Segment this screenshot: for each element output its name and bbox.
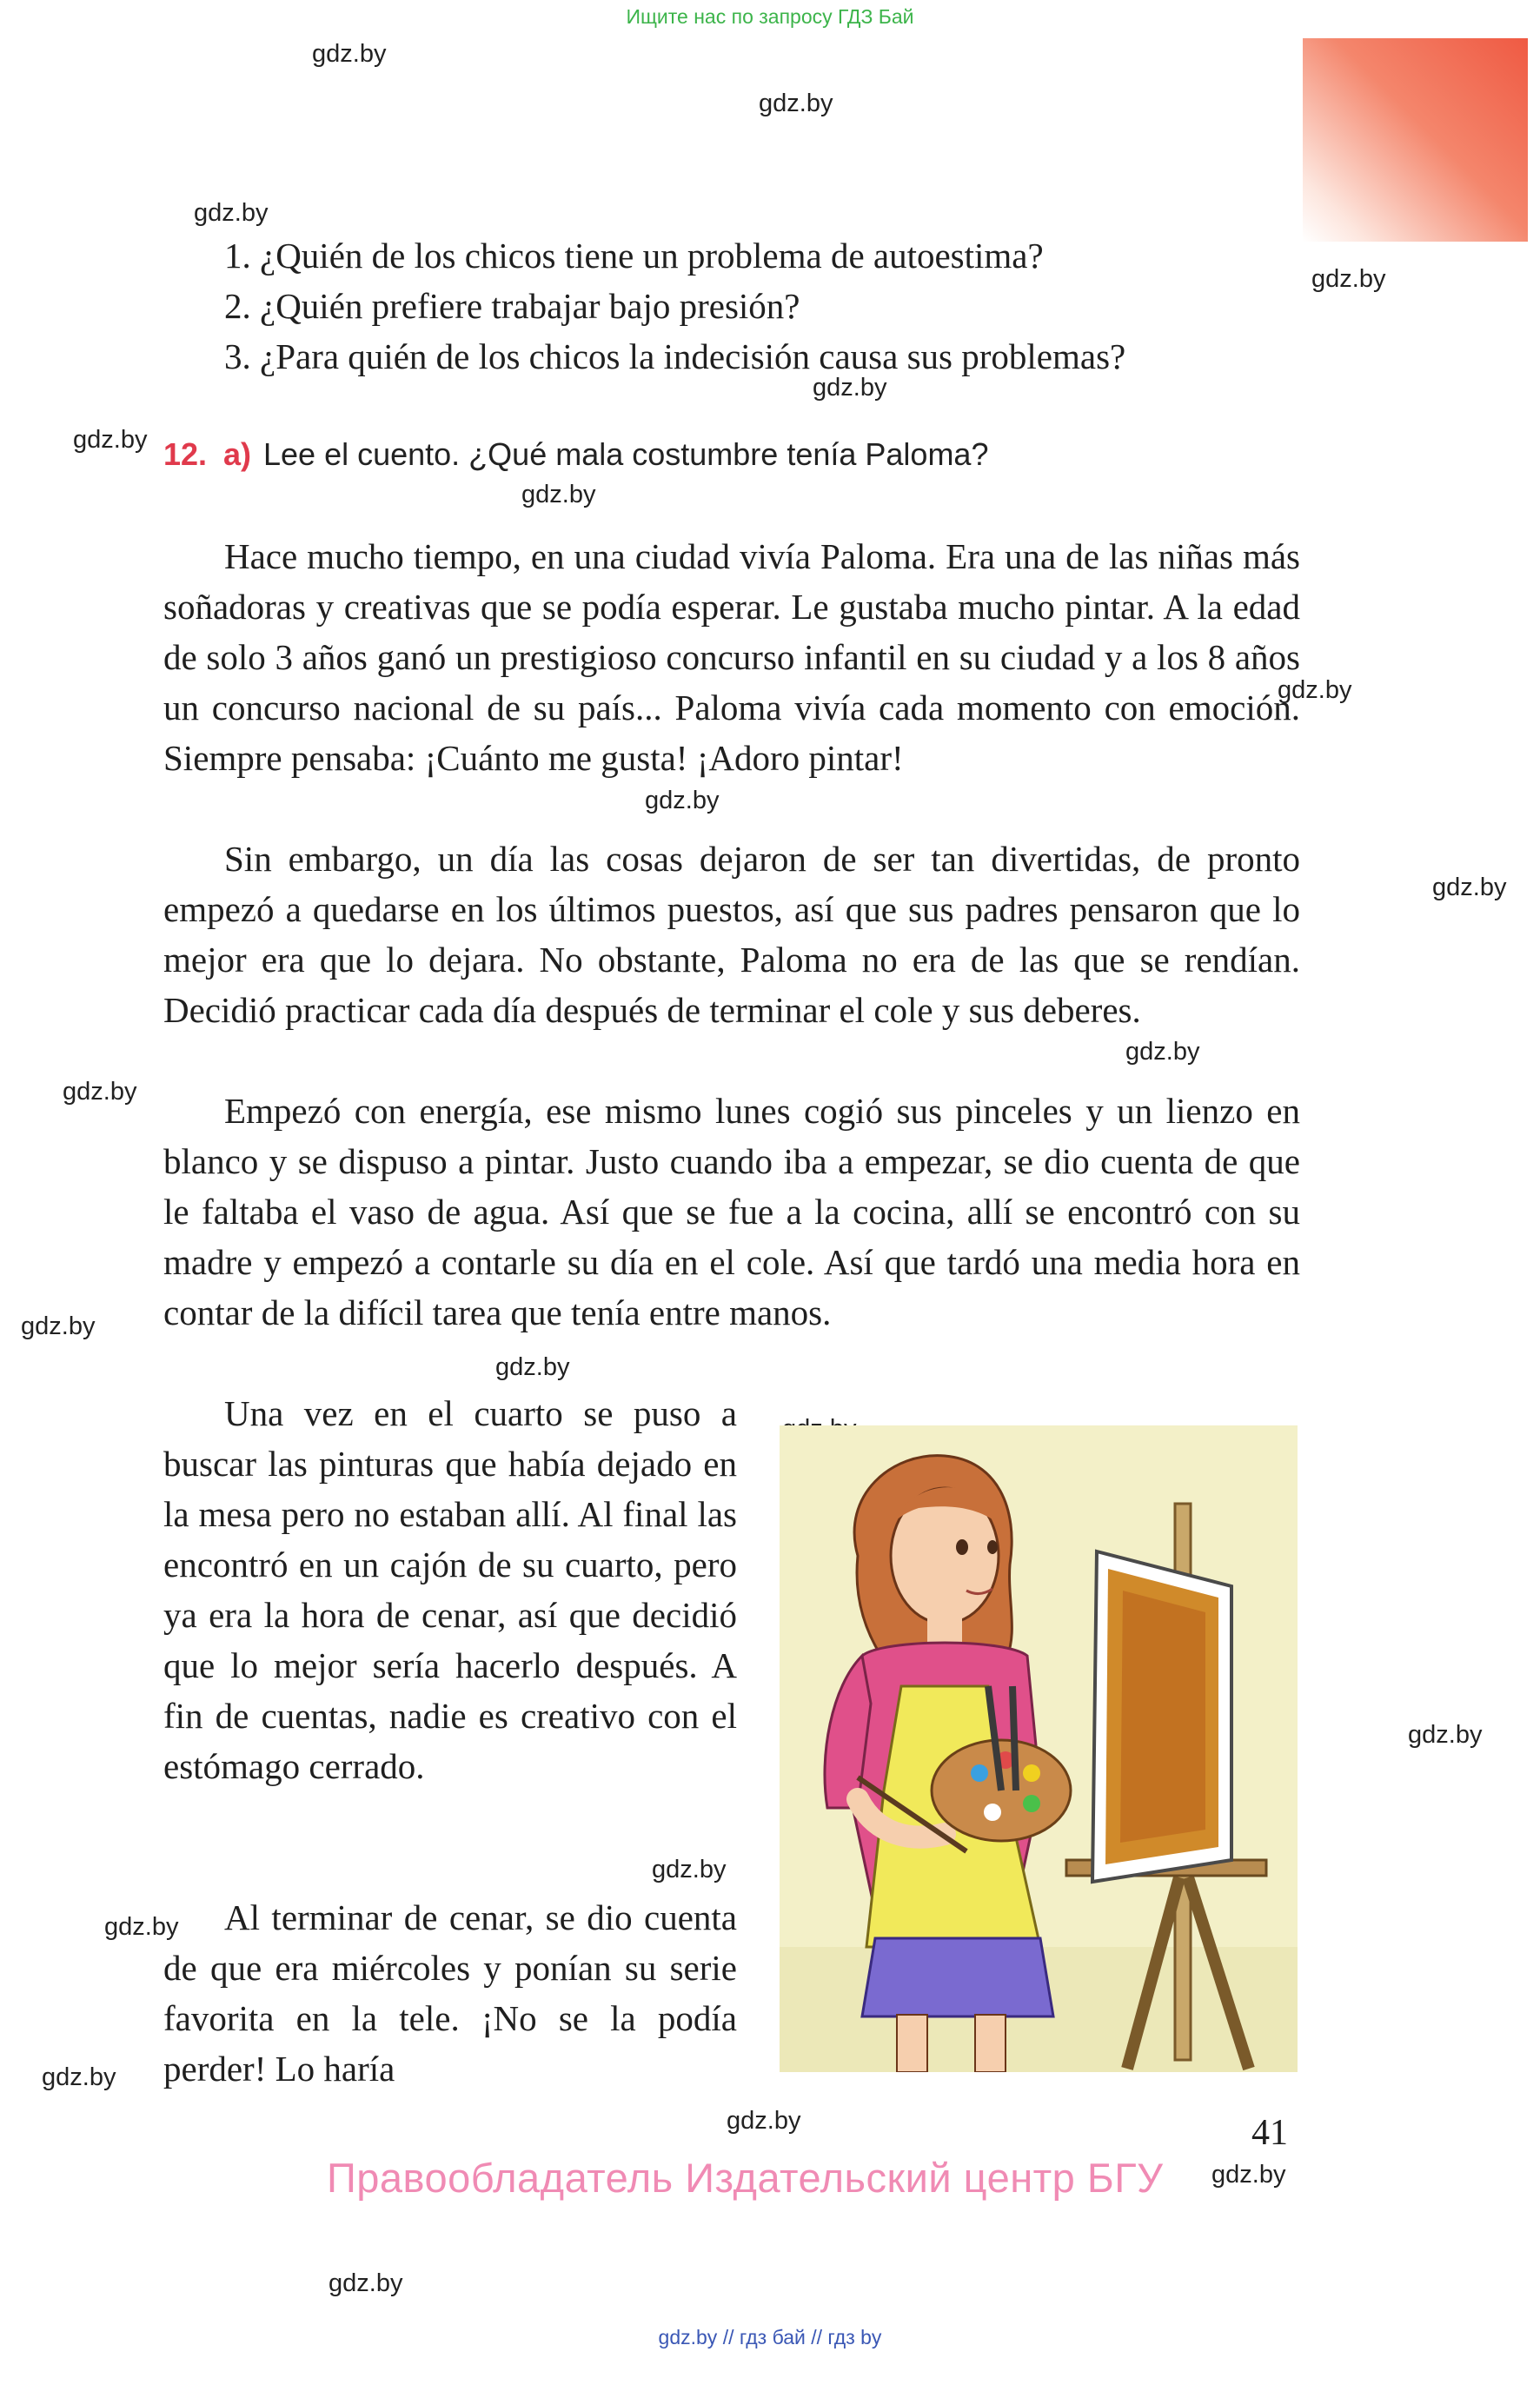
girl-painting-illustration <box>780 1425 1298 2072</box>
eye <box>956 1539 968 1555</box>
watermark: gdz.by <box>21 1312 96 1340</box>
watermark: gdz.by <box>1125 1038 1200 1066</box>
leg <box>897 2015 927 2072</box>
footer-links[interactable]: gdz.by // гдз бай // гдз by <box>658 2326 882 2348</box>
painting-canvas <box>1092 1551 1231 1882</box>
corner-gradient-decoration <box>1303 38 1528 242</box>
eye <box>987 1540 998 1554</box>
story-paragraph: Empezó con energía, ese mismo lunes cogió sus pinceles y un lienzo en blanco y se dispuso a pintar. Justo cuando iba a empezar, se dio cuenta de que le faltaba el vaso de agua. Así que se fue a la cocina, allí se encontró con su madre y empezó a contarle su día en el cole. Así que tardó una media hora en contar de la difícil tarea que tenía entre manos. <box>163 1091 1300 1332</box>
story-paragraph: Hace mucho tiempo, en una ciudad vivía Paloma. Era una de las niñas más soñadoras y creativas que se podía esperar. Le gustaba mucho pintar. A la edad de solo 3 años ganó un prestigioso concurso infantil en su ciudad y a los 8 años un concurso nacional de su país... Paloma vivía cada momento con emoción. Siempre pensaba: ¡Cuánto me gusta! ¡Adoro pintar! <box>163 536 1300 778</box>
watermark: gdz.by <box>104 1913 179 1941</box>
watermark: gdz.by <box>42 2063 116 2091</box>
watermark: gdz.by <box>727 2107 801 2135</box>
watermark: gdz.by <box>813 374 887 402</box>
watermark: gdz.by <box>495 1353 570 1381</box>
watermark: gdz.by <box>1311 265 1386 293</box>
watermark: gdz.by <box>1432 874 1507 901</box>
watermark: gdz.by <box>645 787 720 814</box>
question-item: 3. ¿Para quién de los chicos la indecisión causa sus problemas? <box>224 336 1126 376</box>
page-number: 41 <box>1251 2113 1288 2153</box>
leg <box>975 2015 1006 2072</box>
watermark: gdz.by <box>759 90 833 117</box>
copyright-notice: Правообладатель Издательский центр БГУ <box>327 2155 1164 2201</box>
watermark: gdz.by <box>312 40 387 68</box>
task-instruction: Lee el cuento. ¿Qué mala costumbre tenía Paloma? <box>263 436 989 472</box>
neck <box>927 1617 962 1643</box>
watermark: gdz.by <box>521 481 596 508</box>
watermark: gdz.by <box>73 426 148 454</box>
watermark: gdz.by <box>1408 1721 1483 1749</box>
task-part-label: a) <box>223 436 252 472</box>
skirt <box>862 1938 1053 2016</box>
watermark: gdz.by <box>652 1856 727 1883</box>
watermark: gdz.by <box>1211 2161 1286 2189</box>
question-item: 2. ¿Quién prefiere trabajar bajo presión? <box>224 286 800 326</box>
task-number: 12. <box>163 436 208 472</box>
watermark: gdz.by <box>1278 676 1352 704</box>
question-item: 1. ¿Quién de los chicos tiene un problema de autoestima? <box>224 236 1044 276</box>
search-hint-link[interactable]: Ищите нас по запросу ГДЗ Бай <box>626 5 914 28</box>
story-paragraph: Sin embargo, un día las cosas dejaron de ser tan divertidas, de pronto empezó a quedarse en los últimos puestos, así que sus padres pensaron que lo mejor era que lo dejara. No obstante, Paloma no era de las que se rendían. Decidió practicar cada día después de terminar el cole y sus deberes. <box>163 839 1300 1030</box>
watermark: gdz.by <box>63 1078 137 1106</box>
story-paragraph: Al terminar de cenar, se dio cuenta de que era miércoles y ponían su serie favorita en la tele. ¡No se la podía perder! Lo haría <box>163 1897 737 2089</box>
watermark: gdz.by <box>194 199 269 227</box>
story-paragraph: Una vez en el cuarto se puso a buscar las pinturas que había dejado en la mesa pero no estaban allí. Al final las encontró en un cajón de su cuarto, pero ya era la hora de cenar, así que decidió que lo mejor sería hacerlo después. A fin de cuentas, nadie es creativo con el estómago cerrado. <box>163 1393 737 1786</box>
watermark: gdz.by <box>329 2269 403 2297</box>
